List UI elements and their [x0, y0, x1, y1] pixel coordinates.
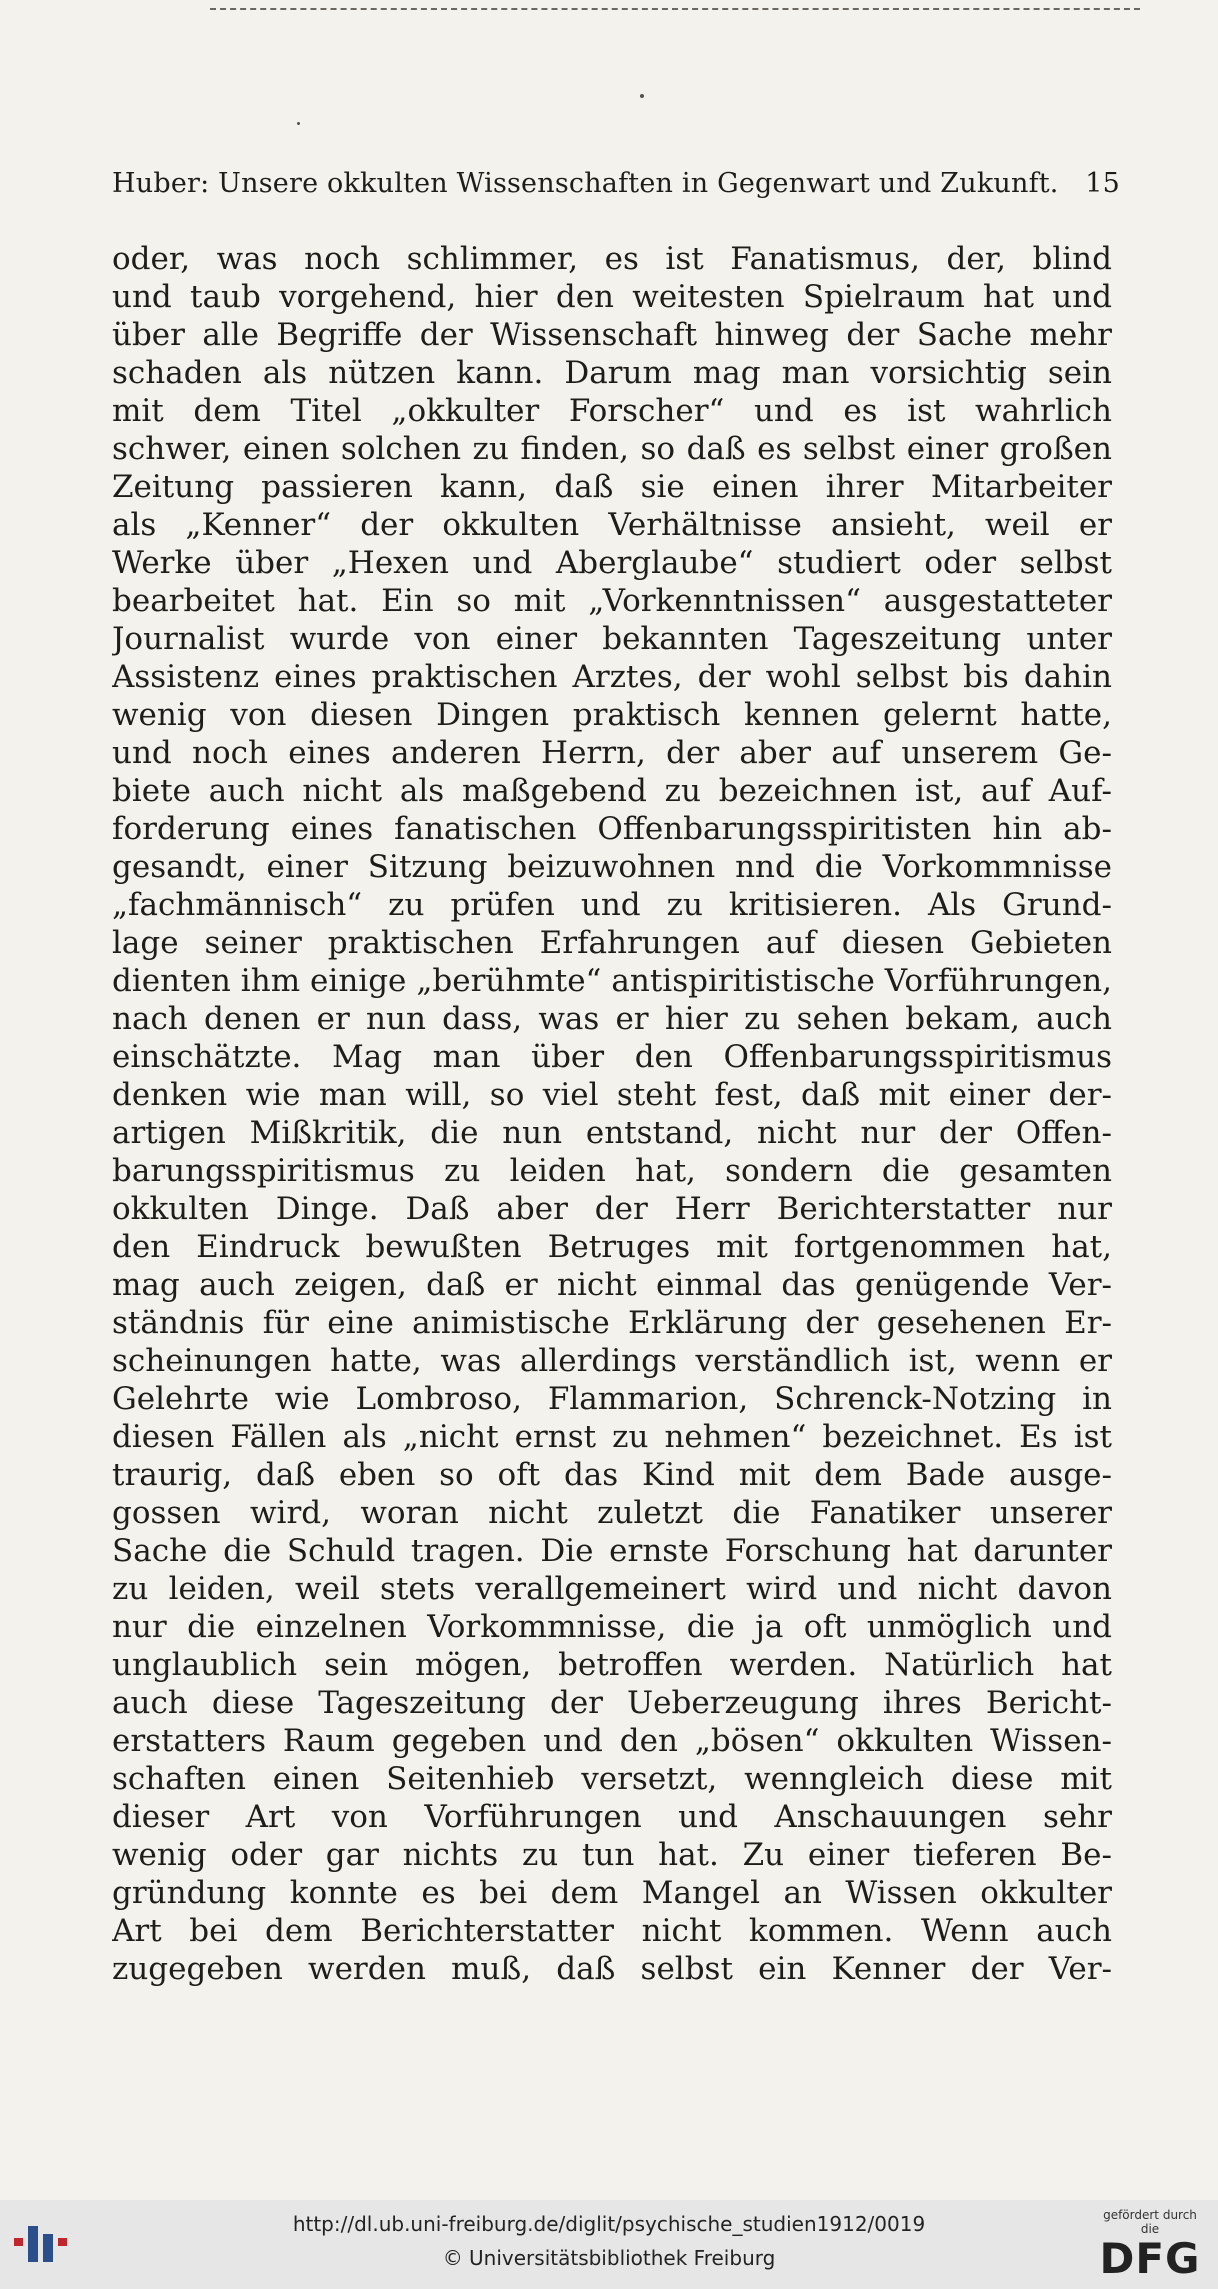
text-line: Werke über „Hexen und Aberglaube“ studiert oder selbst — [112, 545, 1112, 581]
text-line: schwer, einen solchen zu finden, so daß es selbst einer großen — [112, 431, 1112, 467]
text-line: scheinungen hatte, was allerdings verständlich ist, wenn er — [112, 1343, 1112, 1379]
footer-url-link[interactable]: http://dl.ub.uni-freiburg.de/diglit/psychische_studien1912/0019 — [292, 2212, 926, 2236]
text-line: forderung eines fanatischen Offenbarungsspiritisten hin ab- — [112, 811, 1112, 847]
text-line: den Eindruck bewußten Betruges mit fortgenommen hat, — [112, 1229, 1112, 1265]
scan-speck — [640, 94, 644, 98]
scan-top-rule — [210, 8, 1140, 14]
text-line: Journalist wurde von einer bekannten Tageszeitung unter — [112, 621, 1112, 657]
text-line: unglaublich sein mögen, betroffen werden. Natürlich hat — [112, 1647, 1112, 1683]
text-line: wenig von diesen Dingen praktisch kennen gelernt hatte, — [112, 697, 1112, 733]
text-line: wenig oder gar nichts zu tun hat. Zu einer tieferen Be- — [112, 1837, 1112, 1873]
text-line: diesen Fällen als „nicht ernst zu nehmen“ bezeichnet. Es ist — [112, 1419, 1112, 1455]
text-line: dieser Art von Vorführungen und Anschauungen sehr — [112, 1799, 1112, 1835]
text-line: ständnis für eine animistische Erklärung der gesehenen Er- — [112, 1305, 1112, 1341]
viewer-footer — [0, 2200, 1218, 2289]
text-line: Sache die Schuld tragen. Die ernste Forschung hat darunter — [112, 1533, 1112, 1569]
running-head — [112, 168, 1120, 199]
page-body — [112, 240, 1112, 1988]
text-line: auch diese Tageszeitung der Ueberzeugung ihres Bericht- — [112, 1685, 1112, 1721]
text-line: und noch eines anderen Herrn, der aber auf unserem Ge- — [112, 735, 1112, 771]
text-line: lage seiner praktischen Erfahrungen auf diesen Gebieten — [112, 925, 1112, 961]
page-number: 15 — [1085, 168, 1120, 199]
text-line: okkulten Dinge. Daß aber der Herr Berichterstatter nur — [112, 1191, 1112, 1227]
text-line: zu leiden, weil stets verallgemeinert wird und nicht davon — [112, 1571, 1112, 1607]
text-line: artigen Mißkritik, die nun entstand, nicht nur der Offen- — [112, 1115, 1112, 1151]
text-line: Zeitung passieren kann, daß sie einen ihrer Mitarbeiter — [112, 469, 1112, 505]
text-line: oder, was noch schlimmer, es ist Fanatismus, der, blind — [112, 241, 1112, 277]
text-line: bearbeitet hat. Ein so mit „Vorkenntnissen“ ausgestatteter — [112, 583, 1112, 619]
text-line: Assistenz eines praktischen Arztes, der wohl selbst bis dahin — [112, 659, 1112, 695]
footer-copyright: © Universitätsbibliothek Freiburg — [442, 2246, 776, 2270]
text-line: gründung konnte es bei dem Mangel an Wissen okkulter — [112, 1875, 1112, 1911]
text-line: gesandt, einer Sitzung beizuwohnen nnd die Vorkommnisse — [112, 849, 1112, 885]
running-head-title: Huber: Unsere okkulten Wissenschaften in Gegenwart und Zukunft. — [112, 168, 1059, 199]
text-line: Art bei dem Berichterstatter nicht kommen. Wenn auch — [112, 1913, 1112, 1949]
text-line: biete auch nicht als maßgebend zu bezeichnen ist, auf Auf- — [112, 773, 1112, 809]
text-line: Gelehrte wie Lombroso, Flammarion, Schrenck-Notzing in — [112, 1381, 1112, 1417]
text-line: gossen wird, woran nicht zuletzt die Fanatiker unserer — [112, 1495, 1112, 1531]
text-line: dienten ihm einige „berühmte“ antispiritistische Vorführungen, — [112, 963, 1112, 999]
text-line: schaden als nützen kann. Darum mag man vorsichtig sein — [112, 355, 1112, 391]
text-line: mag auch zeigen, daß er nicht einmal das genügende Ver- — [112, 1267, 1112, 1303]
text-line: „fachmännisch“ zu prüfen und zu kritisieren. Als Grund- — [112, 887, 1112, 923]
text-line: traurig, daß eben so oft das Kind mit dem Bade ausge- — [112, 1457, 1112, 1493]
text-line: erstatters Raum gegeben und den „bösen“ okkulten Wissen- — [112, 1723, 1112, 1759]
text-line: einschätzte. Mag man über den Offenbarungsspiritismus — [112, 1039, 1112, 1075]
text-line: schaften einen Seitenhieb versetzt, wenngleich diese mit — [112, 1761, 1112, 1797]
text-line: zugegeben werden muß, daß selbst ein Kenner der Ver- — [112, 1951, 1112, 1987]
text-line: nach denen er nun dass, was er hier zu sehen bekam, auch — [112, 1001, 1112, 1037]
dfg-logo: DFG — [1099, 2234, 1201, 2283]
text-line: als „Kenner“ der okkulten Verhältnisse ansieht, weil er — [112, 507, 1112, 543]
text-line: nur die einzelnen Vorkommnisse, die ja oft unmöglich und — [112, 1609, 1112, 1645]
scan-speck — [297, 122, 300, 125]
dfg-caption: gefördert durch die — [1103, 2208, 1197, 2236]
text-line: mit dem Titel „okkulter Forscher“ und es ist wahrlich — [112, 393, 1112, 429]
text-line: denken wie man will, so viel steht fest, daß mit einer der- — [112, 1077, 1112, 1113]
text-line: und taub vorgehend, hier den weitesten Spielraum hat und — [112, 279, 1112, 315]
text-line: barungsspiritismus zu leiden hat, sondern die gesamten — [112, 1153, 1112, 1189]
text-line: über alle Begriffe der Wissenschaft hinweg der Sache mehr — [112, 317, 1112, 353]
dfg-funding-logo — [1094, 2208, 1206, 2282]
